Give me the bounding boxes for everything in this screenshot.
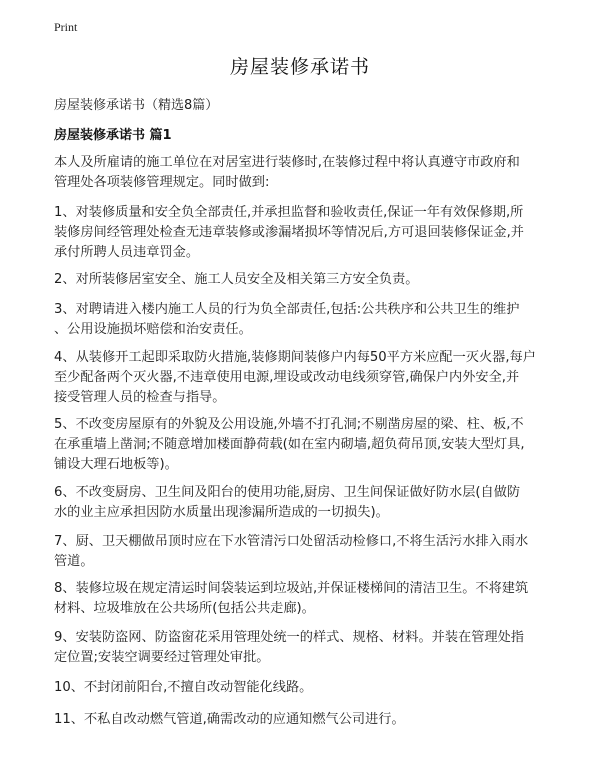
- paragraph-line: 水的业主应承担因防水质量出现渗漏所造成的一切损失)。: [54, 505, 389, 520]
- commitment-item-8: [54, 579, 554, 619]
- commitment-item-5: [54, 415, 554, 475]
- paragraph-line: 11、不私自改动燃气管道,确需改动的应通知燃气公司进行。: [54, 712, 405, 727]
- paragraph-line: 5、不改变房屋原有的外貌及公用设施,外墙不打孔洞;不剔凿房屋的梁、柱、板,不: [54, 417, 524, 432]
- commitment-item-9: [54, 628, 554, 668]
- paragraph-line: 1、对装修质量和安全负全部责任,并承担监督和验收责任,保证一年有效保修期,所: [54, 205, 524, 220]
- paragraph-line: 2、对所装修居室安全、施工人员安全及相关第三方安全负责。: [54, 272, 419, 287]
- paragraph-line: 10、不封闭前阳台,不擅自改动智能化线路。: [54, 680, 313, 695]
- paragraph-line: 、公用设施损坏赔偿和治安责任。: [54, 322, 252, 337]
- paragraph-line: 7、厨、卫天棚做吊顶时应在下水管清污口处留活动检修口,不将生活污水排入雨水: [54, 534, 529, 549]
- intro-paragraph: [54, 153, 554, 193]
- commitment-item-4: [54, 348, 554, 408]
- paragraph-line: 装修房间经管理处检查无违章装修或渗漏堵损坏等情况后,方可退回装修保证金,并: [54, 225, 524, 240]
- paragraph-line: 管道。: [54, 554, 94, 569]
- paragraph-line: 至少配备两个灭火器,不违章使用电源,埋设或改动电线须穿管,确保户内外安全,并: [54, 370, 520, 385]
- print-link[interactable]: Print: [54, 20, 78, 34]
- paragraph-line: 承付所聘人员违章罚金。: [54, 245, 200, 260]
- commitment-item-6: [54, 483, 554, 523]
- paragraph-line: 3、对聘请进入楼内施工人员的行为负全部责任,包括:公共秩序和公共卫生的维护: [54, 302, 520, 317]
- paragraph-line: 定位置;安装空调要经过管理处审批。: [54, 650, 270, 665]
- paragraph-line: 6、不改变厨房、卫生间及阳台的使用功能,厨房、卫生间保证做好防水层(自做防: [54, 485, 521, 500]
- commitment-item-3: [54, 300, 554, 340]
- paragraph-line: 管理处各项装修管理规定。同时做到:: [54, 175, 270, 190]
- paragraph-line: 8、装修垃圾在规定清运时间袋装运到垃圾站,并保证楼梯间的清洁卫生。不将建筑: [54, 581, 529, 596]
- paragraph-line: 9、安装防盗网、防盗窗花采用管理处统一的样式、规格、材料。并装在管理处指: [54, 630, 524, 645]
- paragraph-line: 4、从装修开工起即采取防火措施,装修期间装修户内每50平方米应配一灭火器,每户: [54, 350, 536, 365]
- commitment-item-11: [54, 710, 554, 730]
- document-title: 房屋装修承诺书: [229, 56, 370, 78]
- paragraph-line: 本人及所雇请的施工单位在对居室进行装修时,在装修过程中将认真遵守市政府和: [54, 155, 520, 170]
- paragraph-line: 在承重墙上凿洞;不随意增加楼面静荷载(如在室内砌墙,超负荷吊顶,安装大型灯具,: [54, 437, 525, 452]
- commitment-item-7: [54, 532, 554, 572]
- paragraph-line: 铺设大理石地板等)。: [54, 457, 178, 472]
- commitment-item-1: [54, 203, 554, 263]
- section-heading: 房屋装修承诺书 篇1: [54, 128, 172, 143]
- document-subtitle: 房屋装修承诺书（精选8篇）: [54, 98, 219, 113]
- commitment-item-2: [54, 270, 554, 290]
- paragraph-line: 接受管理人员的检查与指导。: [54, 390, 226, 405]
- paragraph-line: 材料、垃圾堆放在公共场所(包括公共走廊)。: [54, 601, 315, 616]
- commitment-item-10: [54, 678, 554, 698]
